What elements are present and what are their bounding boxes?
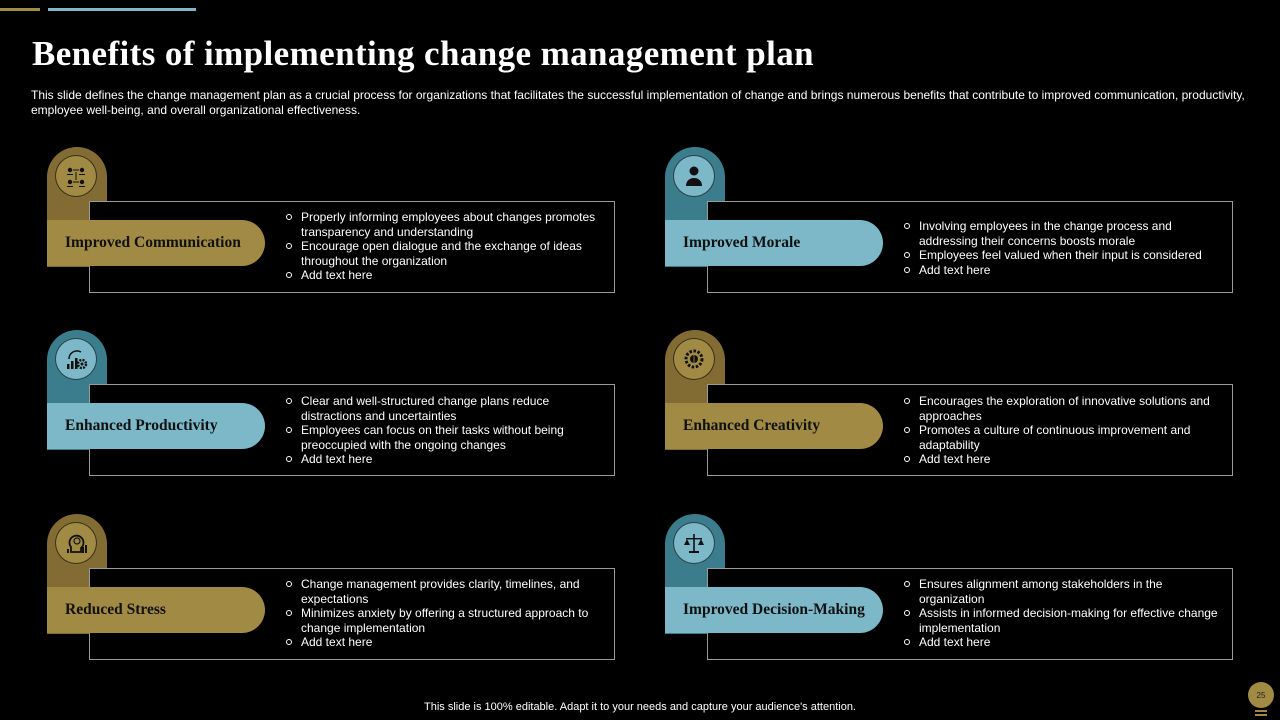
card-label-pill [47,403,265,449]
bullet-list [283,577,608,650]
page-number: 25 [1256,690,1266,700]
bullet-item: Add text here [283,452,608,467]
accent-bar-gold [0,8,40,11]
bullet-item: Encourage open dialogue and the exchange of ideas throughout the organization [283,239,608,268]
bullet-item: Add text here [901,452,1226,467]
bullet-item: Assists in informed decision-making for effective change implementation [901,606,1226,635]
bullet-item: Add text here [901,263,1226,278]
bullet-item: Employees feel valued when their input is considered [901,248,1226,263]
bullet-item: Minimizes anxiety by offering a structured approach to change implementation [283,606,608,635]
bullet-item: Add text here [901,635,1226,650]
card-label: Improved Communication [65,234,241,251]
bullet-item: Ensures alignment among stakeholders in the organization [901,577,1226,606]
bulb-base-line [1255,714,1267,716]
bullet-item: Properly informing employees about changes promotes transparency and understanding [283,210,608,239]
bullet-list [283,210,608,283]
page-number-badge [1248,682,1274,720]
people-network-icon [55,155,97,197]
card-label: Enhanced Productivity [65,417,218,434]
footer-note: This slide is 100% editable. Adapt it to your needs and capture your audience's attention. [424,701,856,713]
accent-bar-blue [48,8,196,11]
bulb-base-line [1255,710,1267,712]
card-label: Improved Decision-Making [683,601,865,618]
benefit-card-productivity [47,330,617,480]
benefit-card-communication [47,147,617,297]
bullet-list [901,394,1226,467]
card-label-pill [47,220,265,266]
bullet-item: Clear and well-structured change plans reduce distractions and uncertainties [283,394,608,423]
balance-scale-icon [673,522,715,564]
bullet-list [901,577,1226,650]
benefit-card-stress [47,514,617,664]
bullet-list [901,219,1226,277]
brain-gear-icon [673,338,715,380]
bullet-item: Change management provides clarity, timelines, and expectations [283,577,608,606]
benefit-card-morale [665,147,1235,297]
page-subtitle: This slide defines the change management plan as a crucial process for organizations that facilitates the successful implementation of change and brings numerous benefits that contribute to improved communication, productivity, employee well-being, and overall organizational effectiveness. [31,88,1245,117]
card-label-pill [665,587,883,633]
bullet-list [283,394,608,467]
bullet-item: Encourages the exploration of innovative solutions and approaches [901,394,1226,423]
bullet-item: Add text here [283,635,608,650]
card-label-pill [665,403,883,449]
card-label: Improved Morale [683,234,801,251]
bullet-item: Add text here [283,268,608,283]
person-icon [673,155,715,197]
bullet-item: Involving employees in the change process and addressing their concerns boosts morale [901,219,1226,248]
lightbulb-icon [1248,682,1274,708]
benefit-card-decision-making [665,514,1235,664]
page-title: Benefits of implementing change management plan [32,34,814,73]
card-label-pill [47,587,265,633]
bullet-item: Promotes a culture of continuous improvement and adaptability [901,423,1226,452]
card-label-pill [665,220,883,266]
benefit-card-creativity [665,330,1235,480]
card-label: Reduced Stress [65,601,166,618]
bullet-item: Employees can focus on their tasks without being preoccupied with the ongoing changes [283,423,608,452]
card-label: Enhanced Creativity [683,417,821,434]
productivity-gear-icon [55,338,97,380]
head-money-icon [55,522,97,564]
